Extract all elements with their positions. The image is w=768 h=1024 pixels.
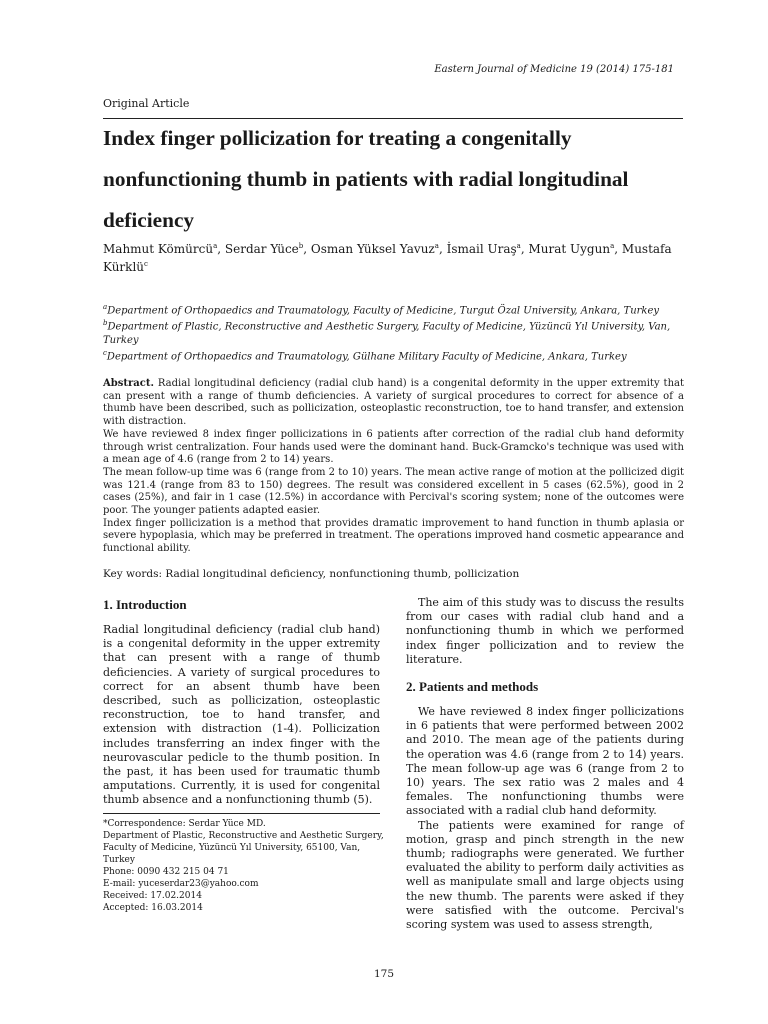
affiliation: $^b$Department of Plastic, Reconstructive and Aesthetic Surgery, Faculty of Medicine, Yüzüncü Yıl University, Van, Turkey — [103, 319, 671, 346]
footnote-line: Department of Plastic, Reconstructive and Aesthetic Surgery, — [103, 831, 384, 841]
footnote-line: Turkey — [103, 855, 135, 865]
author-affil-mark: a — [434, 242, 439, 250]
footnote-line: Phone: 0090 432 215 04 71 — [103, 867, 229, 877]
abstract-paragraph: Abstract. Radial longitudinal deficiency (radial club hand) is a congenital deformity in the upper extremity that can present with a range of thumb deficiencies. A variety of surgical procedures to correct for absence of a thumb have been described, such as pollicization, osteoplastic reconstruction, toe to hand transfer, and extension with distraction. — [103, 378, 684, 428]
footnote-line: Received: 17.02.2014 — [103, 891, 202, 901]
article-title: Index finger pollicization for treating a congenitally nonfunctioning thumb in patients with radial longitudinal deficiency — [103, 126, 629, 232]
author-affil-mark: a — [610, 242, 615, 250]
abstract-label: Abstract. — [103, 378, 154, 389]
abstract-paragraph: Index finger pollicization is a method that provides dramatic improvement to hand function in thumb aplasia or severe hypoplasia, which may be preferred in treatment. The operations improved hand cosmetic appearance and functional ability. — [103, 517, 684, 555]
page-number: 175 — [373, 968, 395, 980]
author-name: Osman Yüksel Yavuz — [310, 242, 435, 256]
footnote-rule — [103, 813, 380, 814]
footnote-email: E-mail: yuceserdar23@yahoo.com — [103, 879, 259, 889]
methods-paragraph: The patients were examined for range of motion, grasp and pinch strength in the new thumb; radiographs were generated. We further evaluated the ability to perform daily activities as well as manipulate small and large objects using the new thumb. The parents were asked if they were satisfied with the outcome. Percival's scoring system was used to assess strength, — [406, 818, 684, 932]
abstract — [103, 378, 684, 556]
footnote-line: Accepted: 16.03.2014 — [103, 903, 203, 913]
author-name: Serdar Yüce — [224, 242, 299, 256]
right-column — [406, 596, 684, 932]
author-name: İsmail Uraş — [446, 242, 517, 256]
abstract-paragraph: The mean follow-up time was 6 (range from 2 to 10) years. The mean active range of motion at the pollicized digit was 121.4 (range from 83 to 150) degrees. The result was considered excellent in 5 cases (62.5%), good in 2 cases (25%), and fair in 1 case (12.5%) in accordance with Percival's scoring system; none of the outcomes were poor. The younger patients adapted easier. — [103, 466, 684, 517]
author-name: Mahmut Kömürcü — [103, 242, 214, 256]
footnote-line: Faculty of Medicine, Yüzüncü Yıl University, 65100, Van, — [103, 843, 361, 853]
abstract-paragraph: We have reviewed 8 index finger pollicizations in 6 patients after correction of the radial club hand deformity through wrist centralization. Four hands used were the dominant hand. Buck-Gramcko's technique was used with a mean age of 4.6 (range from 2 to 14) years. — [103, 428, 684, 466]
author-name: Murat Uygun — [528, 242, 611, 256]
author-affil-mark: a — [213, 242, 218, 250]
footnote-line: *Correspondence: Serdar Yüce MD. — [103, 819, 266, 829]
section-heading-introduction: 1. Introduction — [103, 597, 187, 612]
intro-paragraph: Radial longitudinal deficiency (radial club hand) is a congenital deformity in the upper extremity that can present with a range of thumb deficiencies. A variety of surgical procedures to correct for an absent thumb have been described, such as pollicization, osteoplastic reconstruction, toe to hand transfer, and extension with distraction (1-4). Pollicization includes transferring an index finger with the neurovascular pedicle to the thumb position. In the past, it has been used for traumatic thumb amputations. Currently, it is used for congenital thumb absence and a nonfunctioning thumb (5). — [103, 623, 380, 807]
correspondence-footnote — [103, 818, 384, 914]
affiliation: $^a$Department of Orthopaedics and Traumatology, Faculty of Medicine, Turgut Özal University, Ankara, Turkey — [103, 303, 660, 317]
keywords: Key words: Radial longitudinal deficiency, nonfunctioning thumb, pollicization — [103, 568, 520, 580]
author-affil-mark: a — [516, 242, 521, 250]
aim-paragraph: The aim of this study was to discuss the results from our cases with radial club hand and a nonfunctioning thumb in which we performed index finger pollicization and to review the literature. — [406, 596, 684, 666]
methods-paragraph: We have reviewed 8 index finger pollicizations in 6 patients that were performed between 2002 and 2010. The mean age of the patients during the operation was 4.6 (range from 2 to 14) years. The mean follow-up age was 6 (range from 2 to 10) years. The sex ratio was 2 males and 4 females. The nonfunctioning thumbs were associated with a radial club hand deformity. — [406, 705, 684, 818]
left-column — [103, 597, 380, 808]
article-type: Original Article — [103, 97, 190, 110]
affiliation-list — [103, 301, 683, 363]
affiliation: $^c$Department of Orthopaedics and Traumatology, Gülhane Military Faculty of Medicine, Ankara, Turkey — [103, 348, 627, 362]
author-list: Mahmut Kömürcü$^a$, Serdar Yüce$^b$, Osman Yüksel Yavuz$^a$, İsmail Uraş$^a$, Murat Uygun$^a$, Mustafa Kürklü$^c$ — [103, 242, 672, 274]
author-affil-mark: b — [298, 242, 304, 250]
author-name: Mustafa Kürklü — [103, 242, 672, 274]
journal-citation: Eastern Journal of Medicine 19 (2014) 175-181 — [434, 64, 674, 75]
section-heading-methods: 2. Patients and methods — [406, 679, 539, 695]
author-affil-mark: c — [144, 260, 148, 268]
